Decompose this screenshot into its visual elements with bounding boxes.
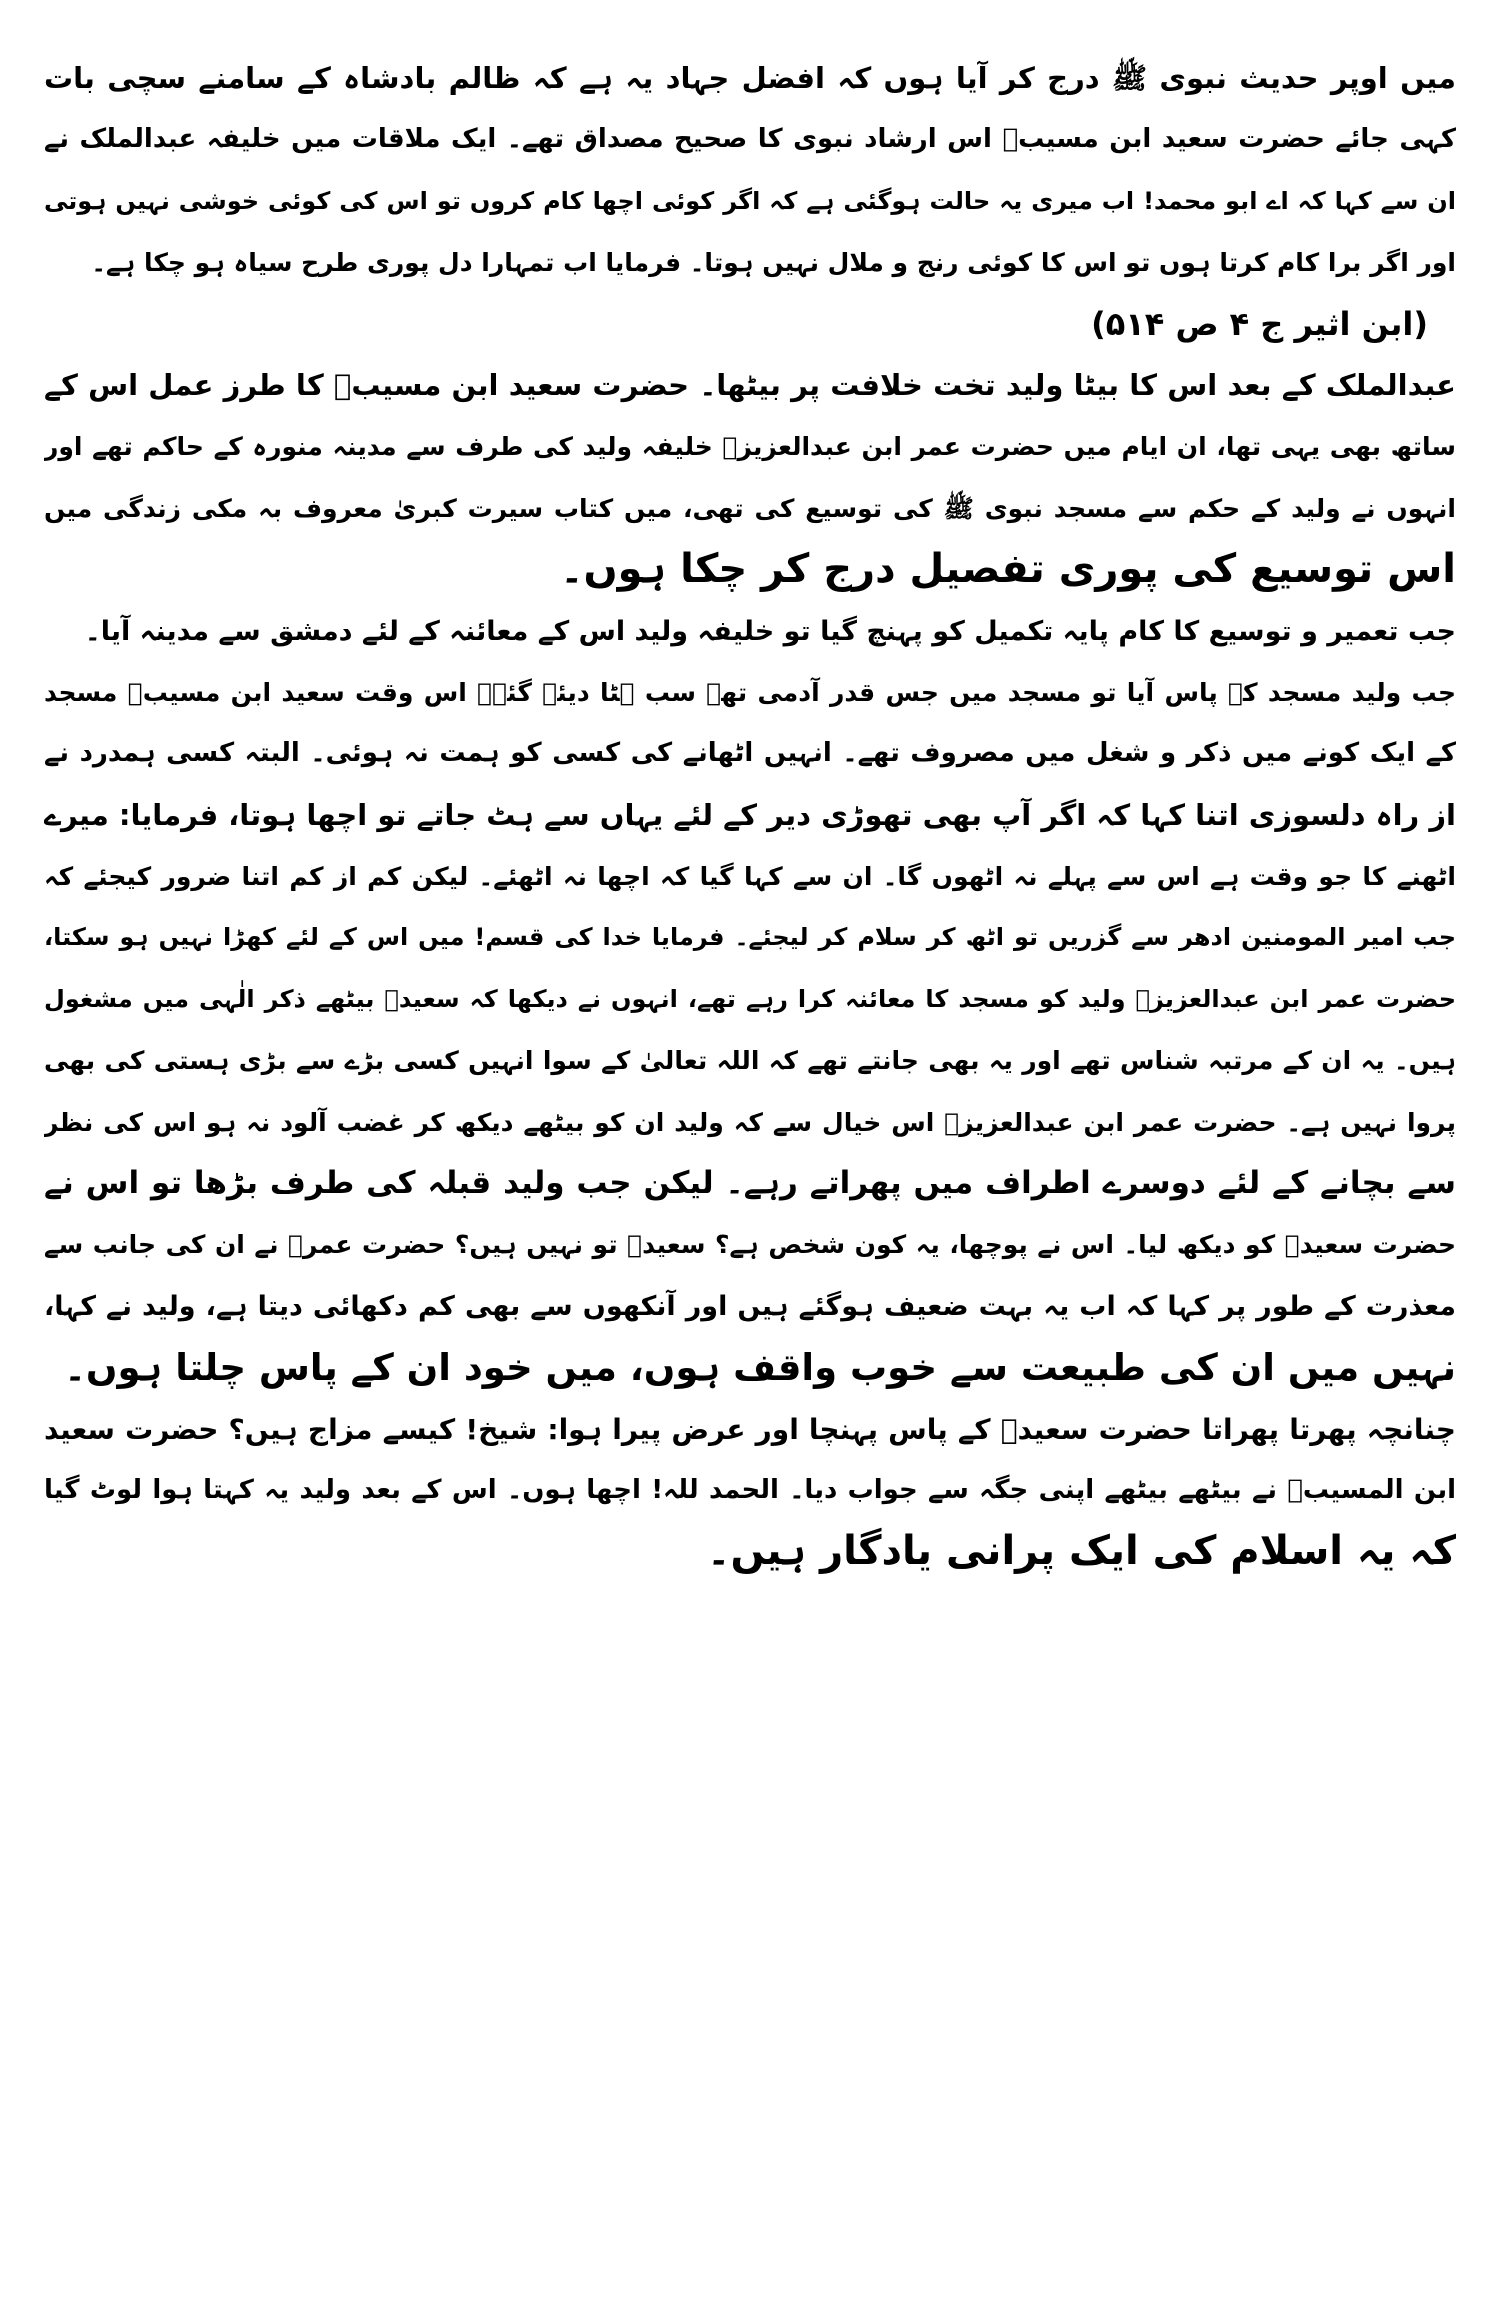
text-line: ان سے کہا کہ اے ابو محمد! اب میری یہ حالت ہوگئی ہے کہ اگر کوئی اچھا کام کروں تو اس کی کوئی خوشی نہیں ہوتی bbox=[44, 186, 1456, 215]
text-line: اس توسیع کی پوری تفصیل درج کر چکا ہوں۔ bbox=[560, 546, 1456, 593]
text-line: انہوں نے ولید کے حکم سے مسجد نبوی ﷺ کی توسیع کی تھی، میں کتاب سیرت کبریٰ معروف بہ مکی زندگی میں bbox=[44, 493, 1456, 523]
text-line: حضرت سعیدؒ کو دیکھ لیا۔ اس نے پوچھا، یہ کون شخص ہے؟ سعیدؒ تو نہیں ہیں؟ حضرت عمرؒ نے ان کی جانب سے bbox=[44, 1230, 1456, 1260]
paragraph bbox=[44, 662, 1456, 1399]
text-line: پروا نہیں ہے۔ حضرت عمر ابن عبدالعزیزؒ اس خیال سے کہ ولید ان کو بیٹھے دیکھ کر غضب آلود نہ ہو اس کی نظر bbox=[44, 1107, 1456, 1137]
text-line: سے بچانے کے لئے دوسرے اطراف میں پھراتے رہے۔ لیکن جب ولید قبلہ کی طرف بڑھا تو اس نے bbox=[44, 1165, 1456, 1202]
text-line: کہی جائے حضرت سعید ابن مسیبؒ اس ارشاد نبوی کا صحیح مصداق تھے۔ ایک ملاقات میں خلیفہ عبدالملک نے bbox=[44, 124, 1456, 155]
text-line: کے ایک کونے میں ذکر و شغل میں مصروف تھے۔ انہیں اٹھانے کی کسی کو ہمت نہ ہوئی۔ البتہ کسی ہمدرد نے bbox=[44, 738, 1456, 769]
text-line: حضرت عمر ابن عبدالعزیزؒ ولید کو مسجد کا معائنہ کرا رہے تھے، انہوں نے دیکھا کہ سعیدؒ بیٹھے ذکر الٰہی میں مشغول bbox=[44, 984, 1456, 1013]
text-line: ساتھ بھی یہی تھا، ان ایام میں حضرت عمر ابن عبدالعزیزؒ خلیفہ ولید کی طرف سے مدینہ منورہ کے حاکم تھے اور bbox=[44, 432, 1456, 462]
text-line: نہیں میں ان کی طبیعت سے خوب واقف ہوں، میں خود ان کے پاس چلتا ہوں۔ bbox=[64, 1346, 1456, 1390]
text-line: اور اگر برا کام کرتا ہوں تو اس کا کوئی رنج و ملال نہیں ہوتا۔ فرمایا اب تمہارا دل پوری طرح سیاہ ہو چکا ہے۔ bbox=[91, 248, 1456, 278]
text-line: ابن المسیبؒ نے بیٹھے بیٹھے اپنی جگہ سے جواب دیا۔ الحمد للہ! اچھا ہوں۔ اس کے بعد ولید یہ کہتا ہوا لوٹ گیا bbox=[44, 1474, 1456, 1505]
text-line: کہ یہ اسلام کی ایک پرانی یادگار ہیں۔ bbox=[707, 1528, 1456, 1575]
citation: (ابن اثیر ج ۴ ص ۵۱۴) bbox=[1091, 304, 1428, 343]
text-line: جب تعمیر و توسیع کا کام پایہ تکمیل کو پہنچ گیا تو خلیفہ ولید اس کے معائنہ کے لئے دمشق سے مدینہ آیا۔ bbox=[84, 615, 1456, 647]
text-line: از راہ دلسوزی اتنا کہا کہ اگر آپ بھی تھوڑی دیر کے لئے یہاں سے ہٹ جاتے تو اچھا ہوتا، فرمایا: میرے bbox=[44, 797, 1456, 832]
text-line: اٹھنے کا جو وقت ہے اس سے پہلے نہ اٹھوں گا۔ ان سے کہا گیا کہ اچھا نہ اٹھئے۔ لیکن کم از کم اتنا ضرور کیجئے کہ bbox=[44, 862, 1456, 892]
paragraph bbox=[44, 601, 1456, 662]
text-line: میں اوپر حدیث نبوی ﷺ درج کر آیا ہوں کہ افضل جہاد یہ ہے کہ ظالم بادشاہ کے سامنے سچی بات bbox=[44, 61, 1456, 95]
text-line: چنانچہ پھرتا پھراتا حضرت سعیدؒ کے پاس پہنچا اور عرض پیرا ہوا: شیخ! کیسے مزاج ہیں؟ حضرت سعید bbox=[44, 1412, 1456, 1446]
text-line: ہیں۔ یہ ان کے مرتبہ شناس تھے اور یہ بھی جانتے تھے کہ اللہ تعالیٰ کے سوا انہیں کسی بڑے سے بڑی ہستی کی بھی bbox=[44, 1046, 1456, 1076]
paragraph bbox=[44, 355, 1456, 601]
text-line: جب ولید مسجد کے پاس آیا تو مسجد میں جس قدر آدمی تھے سب ہٹا دیئے گئے۔ اس وقت سعید ابن مسیبؒ مسجد bbox=[44, 677, 1456, 707]
paragraph bbox=[44, 48, 1456, 355]
text-line: معذرت کے طور پر کہا کہ اب یہ بہت ضعیف ہوگئے ہیں اور آنکھوں سے بھی کم دکھائی دیتا ہے، ولید نے کہا، bbox=[44, 1290, 1456, 1322]
paragraph bbox=[44, 1399, 1456, 1583]
text-line: عبدالملک کے بعد اس کا بیٹا ولید تخت خلافت پر بیٹھا۔ حضرت سعید ابن مسیبؒ کا طرز عمل اس کے bbox=[44, 367, 1456, 402]
text-line: جب امیر المومنین ادھر سے گزریں تو اٹھ کر سلام کر لیجئے۔ فرمایا خدا کی قسم! میں اس کے لئے کھڑا نہیں ہو سکتا، bbox=[44, 923, 1456, 952]
